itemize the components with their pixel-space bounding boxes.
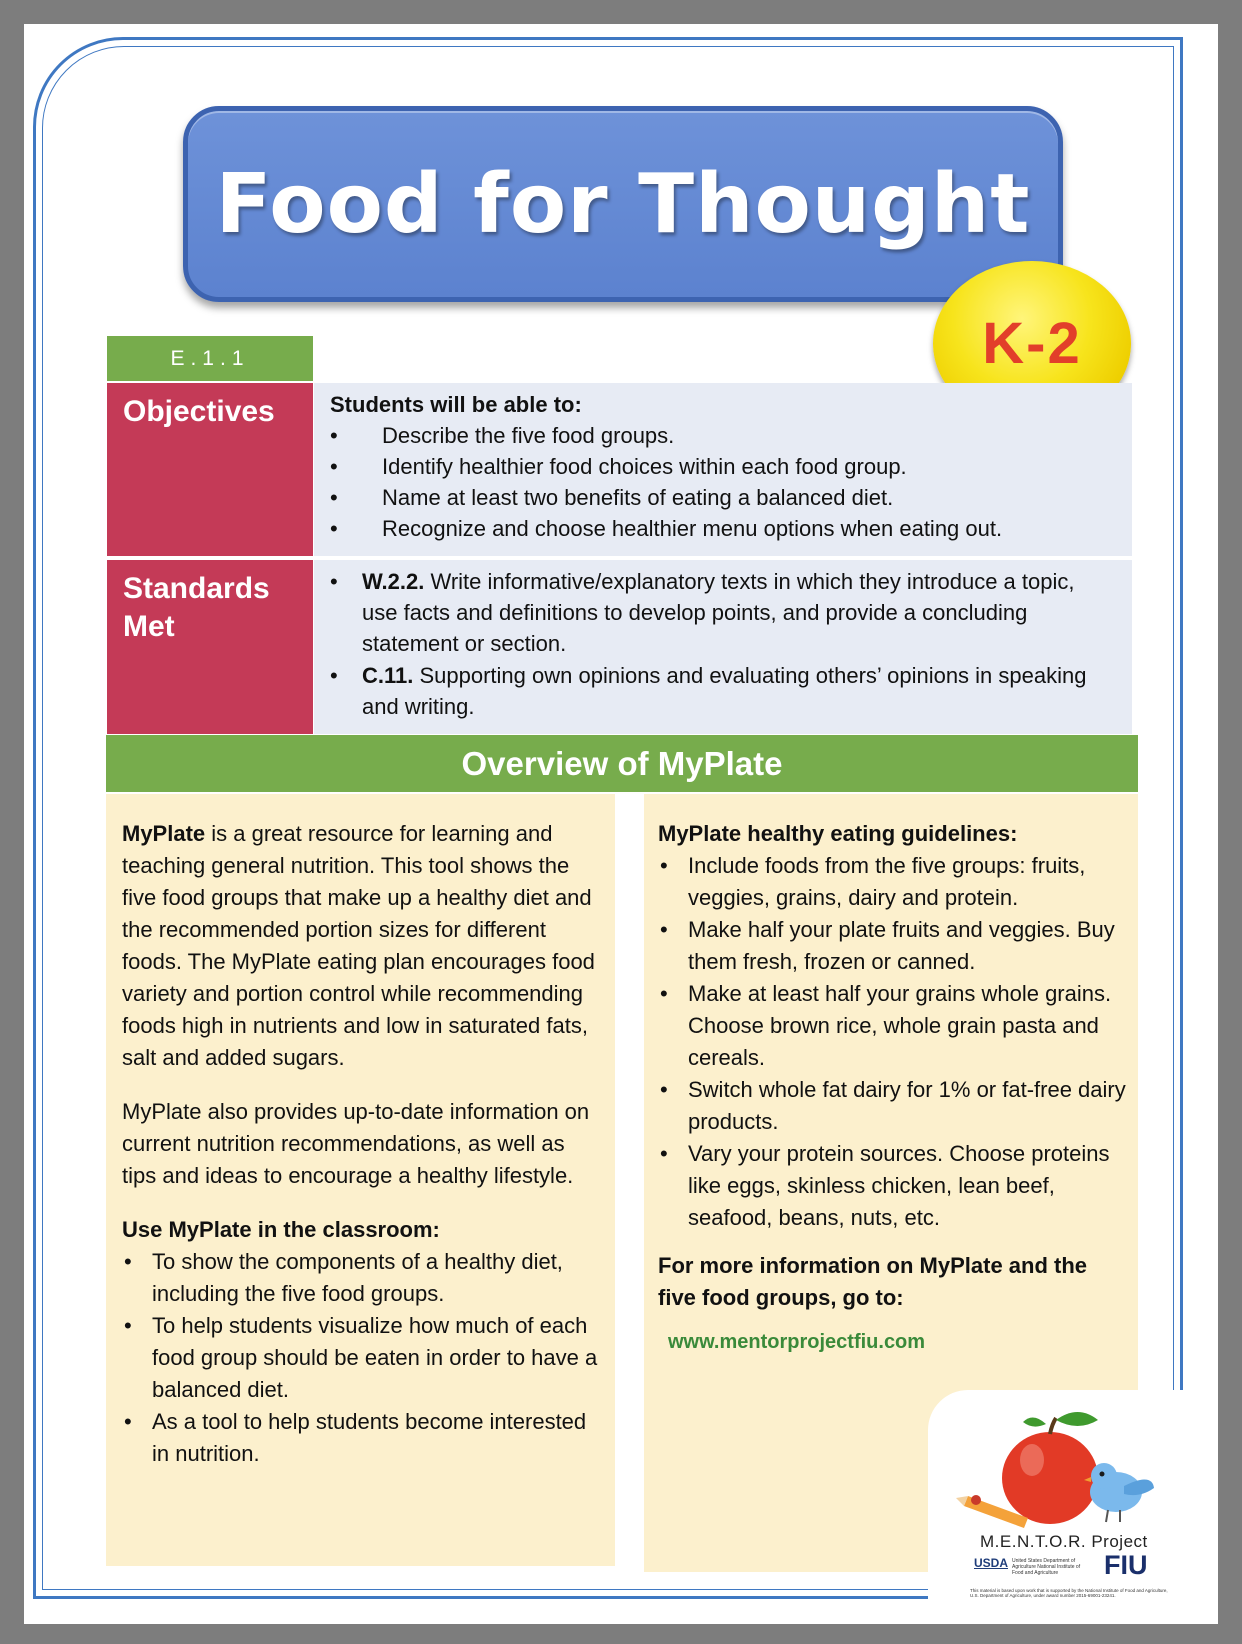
standards-content [314, 560, 1132, 734]
intro-text: is a great resource for learning and teaching general nutrition. This tool shows the five food groups that make up a healthy diet and the recommended portion sizes for different foods. The MyPlate eating plan encourages food variety and portion control while recommending foods high in nutrients and low in saturated fats, salt and added sugars. [122, 821, 595, 1070]
apple-icon [1002, 1412, 1098, 1524]
overview-left-column [106, 794, 615, 1566]
list-item: • Describe the five food groups. [330, 420, 1112, 451]
list-item: • Recognize and choose healthier menu options when eating out. [330, 513, 1112, 544]
second-paragraph: MyPlate also provides up-to-date information on current nutrition recommendations, as well as tips and ideas to encourage a healthy lifestyle. [122, 1099, 590, 1188]
guidelines-heading: MyPlate healthy eating guidelines: [658, 821, 1018, 846]
funding-fine-print: This material is based upon work that is supported by the National Institute of Food and Agriculture, U.S. Department of Agriculture, under award number 2015-69001-23241. [970, 1588, 1168, 1598]
list-item [330, 660, 1112, 722]
standard-code: W.2.2. [362, 569, 425, 594]
standard-text: Supporting own opinions and evaluating others’ opinions in speaking and writing. [362, 663, 1087, 719]
guidelines-list [658, 850, 1128, 1234]
bird-icon [1084, 1463, 1154, 1522]
list-item: • Vary your protein sources. Choose proteins like eggs, skinless chicken, lean beef, seafood, beans, nuts, etc. [658, 1138, 1128, 1234]
objectives-list [330, 420, 1112, 544]
standard-code: C.11. [362, 663, 414, 688]
list-item: • Name at least two benefits of eating a balanced diet. [330, 482, 1112, 513]
standards-label: Standards Met [107, 560, 313, 734]
list-item: • Switch whole fat dairy for 1% or fat-free dairy products. [658, 1074, 1128, 1138]
list-item: • Make half your plate fruits and veggies. Buy them fresh, frozen or canned. [658, 914, 1128, 978]
list-item: • As a tool to help students become interested in nutrition. [122, 1406, 601, 1470]
objectives-content [314, 383, 1132, 556]
website-link[interactable]: www.mentorprojectfiu.com [668, 1331, 926, 1353]
standards-list [330, 566, 1112, 722]
more-info-text: For more information on MyPlate and the five food groups, go to: [658, 1253, 1088, 1310]
classroom-heading: Use MyPlate in the classroom: [122, 1217, 440, 1242]
usda-logo: USDA [974, 1556, 1009, 1570]
apple-bird-pencil-illustration [928, 1390, 1190, 1540]
page-title: Food for Thought [215, 156, 1031, 252]
intro-paragraph [122, 818, 601, 1074]
project-name: M.E.N.T.O.R. Project [980, 1532, 1148, 1551]
standard-text: Write informative/explanatory texts in which they introduce a topic, use facts and definitions to develop points, and provide a concluding statement or section. [362, 569, 1075, 656]
objectives-lead: Students will be able to: [330, 392, 582, 417]
overview-heading: Overview of MyPlate [106, 735, 1138, 792]
title-banner [183, 106, 1063, 302]
list-item: • Include foods from the five groups: fruits, veggies, grains, dairy and protein. [658, 850, 1128, 914]
classroom-list [122, 1246, 601, 1470]
grade-badge-label: K-2 [982, 311, 1082, 376]
list-item: • Make at least half your grains whole grains. Choose brown rice, whole grain pasta and cereals. [658, 978, 1128, 1074]
list-item: • Identify healthier food choices within each food group. [330, 451, 1112, 482]
list-item: • To show the components of a healthy diet, including the five food groups. [122, 1246, 601, 1310]
objectives-label: Objectives [107, 383, 313, 556]
lesson-code: E.1.1 [107, 336, 313, 381]
list-item [330, 566, 1112, 659]
usda-department: United States Department of Agriculture National Institute of Food and Agriculture [1012, 1558, 1081, 1576]
intro-bold: MyPlate [122, 821, 206, 846]
mentor-logo-area [928, 1390, 1190, 1600]
list-item: • To help students visualize how much of each food group should be eaten in order to have a balanced diet. [122, 1310, 601, 1406]
fiu-logo: FIU [1104, 1550, 1148, 1580]
